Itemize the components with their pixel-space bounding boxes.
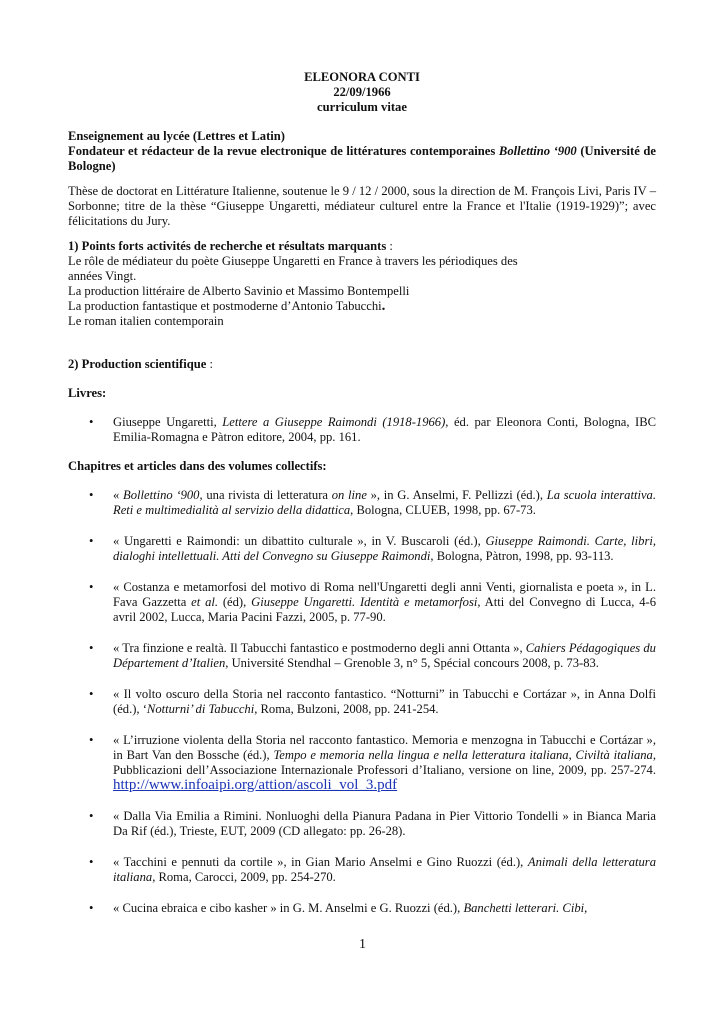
list-item: • « Bollettino ‘900, una rivista di letteratura on line », in G. Anselmi, F. Pellizzi (éd.), La scuola interattiva. Reti e multimedialità al servizio della didattica, Bologna, CLUEB, 1998, pp. 67-73.	[89, 488, 656, 517]
bullet: •	[89, 534, 94, 548]
page-number: 1	[359, 937, 366, 952]
books-heading: Livres:	[68, 386, 107, 400]
list-item: • « Il volto oscuro della Storia nel racconto fantastico. “Notturni” in Tabucchi e Cortázar », in Anna Dolfi (éd.), ‘Notturni’ di Tabucchi, Roma, Bulzoni, 2008, pp. 241-254.	[89, 687, 656, 716]
list-item: • Giuseppe Ungaretti, Lettere a Giuseppe Raimondi (1918-1966), éd. par Eleonora Conti, Bologna, IBC Emilia-Romagna e Pàtron editore, 2004, pp. 161.	[89, 415, 656, 444]
list-item: • « Tra finzione e realtà. Il Tabucchi fantastico e postmoderno degli anni Ottanta », Cahiers Pédagogiques du Département d’Italien, Université Stendhal – Grenoble 3, n° 5, Spécial concours 2008, p. 73-83.	[89, 641, 656, 670]
books-list	[68, 415, 656, 445]
research-line-3: La production fantastique et postmoderne d’Antonio Tabucchi.	[68, 298, 386, 314]
pdf-link[interactable]: http://www.infoaipi.org/attion/ascoli_vol_3.pdf	[113, 777, 398, 793]
author-name: ELEONORA CONTI	[304, 70, 420, 84]
list-item: • « Tacchini e pennuti da cortile », in Gian Mario Anselmi e Gino Ruozzi (éd.), Animali della letteratura italiana, Roma, Carocci, 2009, pp. 254-270.	[89, 855, 656, 884]
bullet: •	[89, 415, 94, 429]
bullet: •	[89, 488, 94, 502]
chapters-heading: Chapitres et articles dans des volumes collectifs:	[68, 459, 327, 473]
thesis-paragraph: Thèse de doctorat en Littérature Italienne, soutenue le 9 / 12 / 2000, sous la direction de M. François Livi, Paris IV – Sorbonne; titre de la thèse “Giuseppe Ungaretti, médiateur culturel entre la France et l'Italie (1919-1929)”; avec félicitations du Jury.	[68, 184, 656, 228]
birth-date: 22/09/1966	[333, 85, 391, 99]
bullet: •	[89, 855, 94, 869]
list-item: • « L’irruzione violenta della Storia nel racconto fantastico. Memoria e menzogna in Tabucchi e Cortázar », in Bart Van den Bossche (éd.), Tempo e memoria nella lingua e nella letteratura italiana, Civiltà italiana, Pubblicazioni dell’Associazione Internazionale Professori d’Italiano, versione on line, 2009, pp. 257-274. http://www.infoaipi.org/attion/ascoli_vol_3.pdf	[89, 733, 656, 793]
document-subtitle: curriculum vitae	[317, 100, 407, 114]
chapters-list	[68, 488, 656, 916]
section-research-heading: 1) Points forts activités de recherche et résultats marquants :	[68, 239, 393, 253]
section-production-heading: 2) Production scientifique :	[68, 357, 213, 371]
research-line-4: Le roman italien contemporain	[68, 314, 224, 328]
cv-header	[68, 70, 656, 115]
bullet: •	[89, 687, 94, 701]
bullet: •	[89, 733, 94, 747]
research-line-1: Le rôle de médiateur du poète Giuseppe Ungaretti en France à travers les périodiques des années Vingt.	[68, 254, 518, 283]
list-item: • « Costanza e metamorfosi del motivo di Roma nell'Ungaretti degli anni Venti, giornalista e poeta », in L. Fava Gazzetta et al. (éd), Giuseppe Ungaretti. Identità e metamorfosi, Atti del Convegno di Lucca, 4-6 avril 2002, Lucca, Maria Pacini Fazzi, 2005, p. 77-90.	[89, 580, 656, 624]
bullet: •	[89, 809, 94, 823]
list-item: • « Cucina ebraica e cibo kasher » in G. M. Anselmi e G. Ruozzi (éd.), Banchetti letterari. Cibi,	[89, 901, 588, 915]
list-item: • « Dalla Via Emilia a Rimini. Nonluoghi della Pianura Padana in Pier Vittorio Tondelli » in Bianca Maria Da Rif (éd.), Trieste, EUT, 2009 (CD allegato: pp. 26-28).	[89, 809, 656, 838]
bullet: •	[89, 641, 94, 655]
position-teaching: Enseignement au lycée (Lettres et Latin)	[68, 129, 285, 143]
bullet: •	[89, 901, 94, 915]
list-item: • « Ungaretti e Raimondi: un dibattito culturale », in V. Buscaroli (éd.), Giuseppe Raimondi. Carte, libri, dialoghi intellettuali. Atti del Convegno su Giuseppe Raimondi, Bologna, Pàtron, 1998, pp. 93-113.	[89, 534, 657, 563]
position-editor: Fondateur et rédacteur de la revue electronique de littératures contemporaines Bollettino ‘900 (Université de Bologne)	[68, 144, 656, 173]
bullet: •	[89, 580, 94, 594]
research-line-2: La production littéraire de Alberto Savinio et Massimo Bontempelli	[68, 284, 410, 298]
page-content	[68, 70, 656, 916]
journal-title: Bollettino ‘900	[498, 144, 577, 158]
